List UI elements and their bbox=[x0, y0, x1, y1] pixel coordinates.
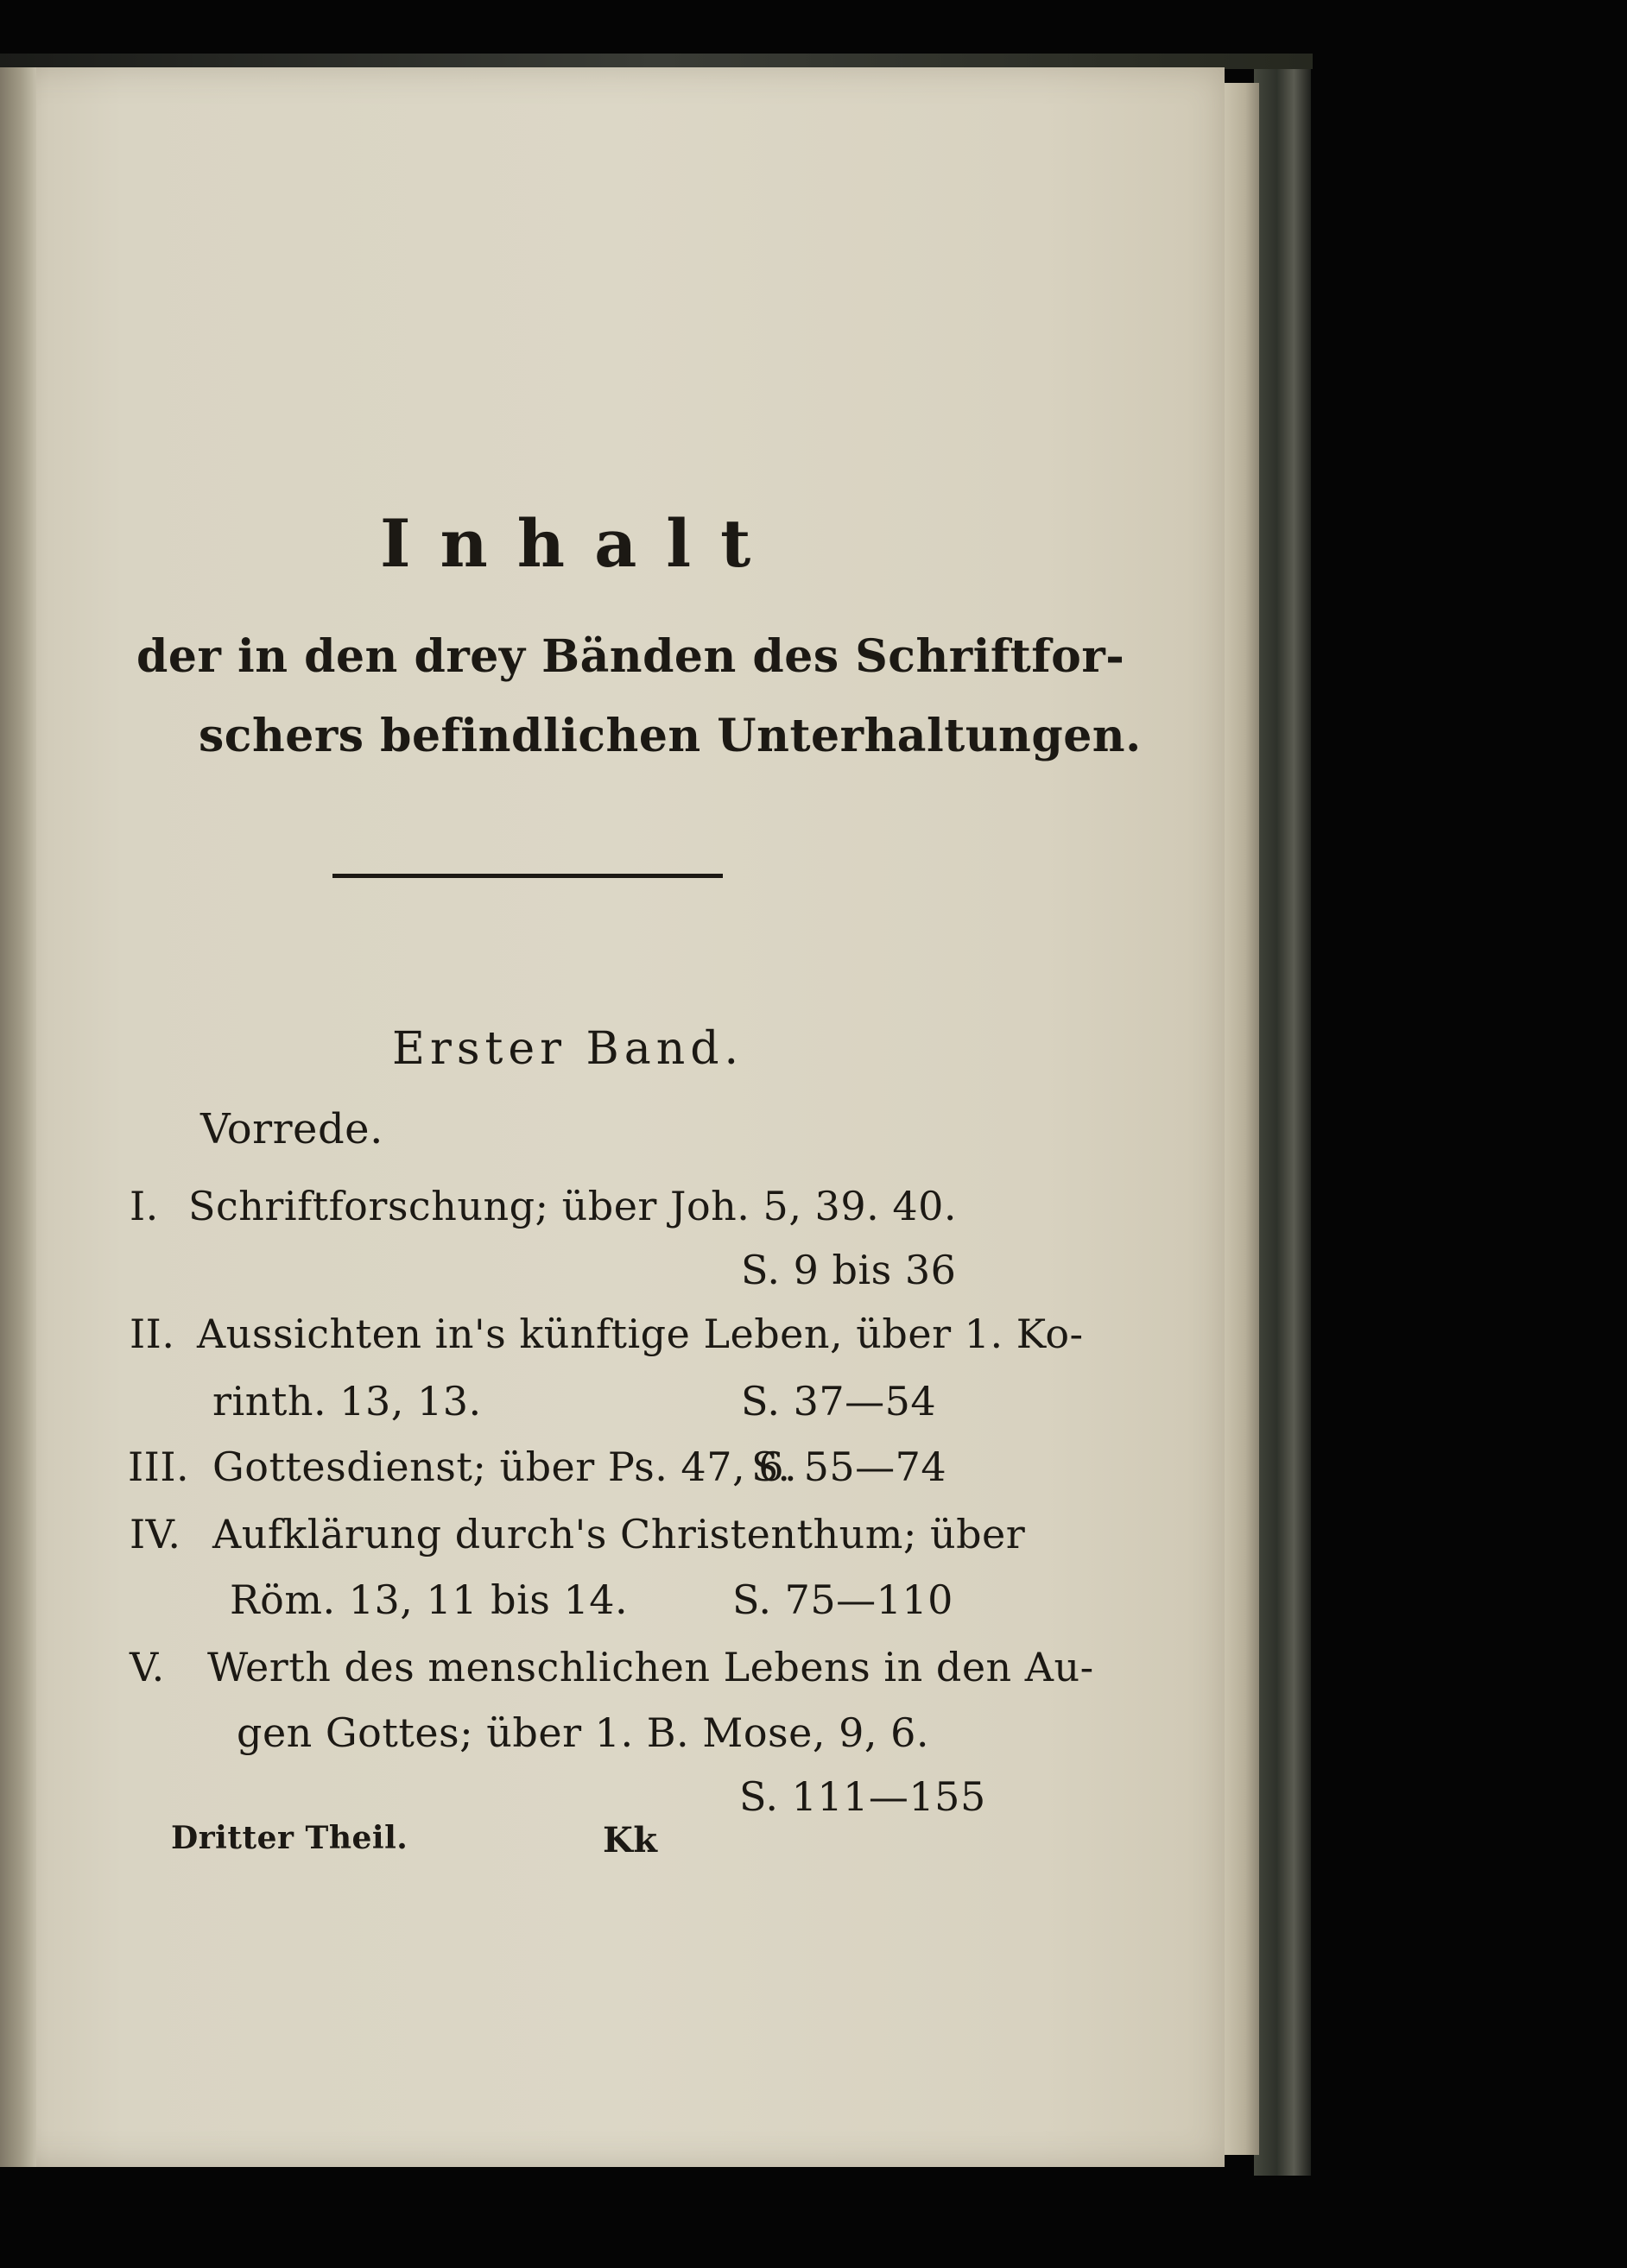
page-stack-edge bbox=[1225, 83, 1259, 2155]
toc-entry-1-number: I. bbox=[130, 1183, 159, 1229]
toc-entry-3-pages: S. 55—74 bbox=[751, 1444, 947, 1490]
toc-entry-5-pages: S. 111—155 bbox=[739, 1773, 986, 1820]
toc-entry-2-line-1: Aussichten in's künftige Leben, über 1. Ko- bbox=[197, 1311, 1084, 1357]
toc-entry-3-number: III. bbox=[128, 1444, 190, 1490]
toc-entry-5-line-1: Werth des menschlichen Lebens in den Au- bbox=[207, 1644, 1094, 1690]
toc-entry-2-pages: S. 37—54 bbox=[741, 1378, 937, 1425]
toc-entry-2-number: II. bbox=[130, 1311, 175, 1357]
subtitle-line-1: der in den drey Bänden des Schriftfor- bbox=[136, 630, 1125, 683]
toc-preface: Vorrede. bbox=[200, 1105, 383, 1153]
volume-heading: Erster Band. bbox=[392, 1023, 744, 1075]
footer-signature-mark: Kk bbox=[603, 1820, 658, 1861]
page-gutter bbox=[0, 67, 36, 2167]
toc-entry-3-line-1: Gottesdienst; über Ps. 47, 6. bbox=[212, 1444, 798, 1490]
toc-entry-2-line-2: rinth. 13, 13. bbox=[212, 1378, 482, 1425]
toc-entry-1-pages: S. 9 bis 36 bbox=[741, 1247, 957, 1293]
footer-volume-label: Dritter Theil. bbox=[171, 1820, 408, 1856]
title-divider-rule bbox=[332, 874, 723, 878]
toc-entry-5-line-2: gen Gottes; über 1. B. Mose, 9, 6. bbox=[237, 1709, 930, 1756]
toc-entry-4-pages: S. 75—110 bbox=[732, 1576, 953, 1623]
toc-entry-5-number: V. bbox=[130, 1644, 165, 1690]
subtitle-line-2: schers befindlichen Unterhaltungen. bbox=[199, 710, 1142, 762]
toc-entry-4-line-1: Aufklärung durch's Christenthum; über bbox=[212, 1511, 1026, 1557]
toc-entry-1-line-1: Schriftforschung; über Joh. 5, 39. 40. bbox=[188, 1183, 957, 1229]
book-cover-edge bbox=[1254, 69, 1311, 2176]
toc-entry-4-number: IV. bbox=[130, 1511, 181, 1557]
toc-entry-4-line-2: Röm. 13, 11 bis 14. bbox=[230, 1576, 629, 1623]
page-title: Inhalt bbox=[380, 505, 781, 582]
